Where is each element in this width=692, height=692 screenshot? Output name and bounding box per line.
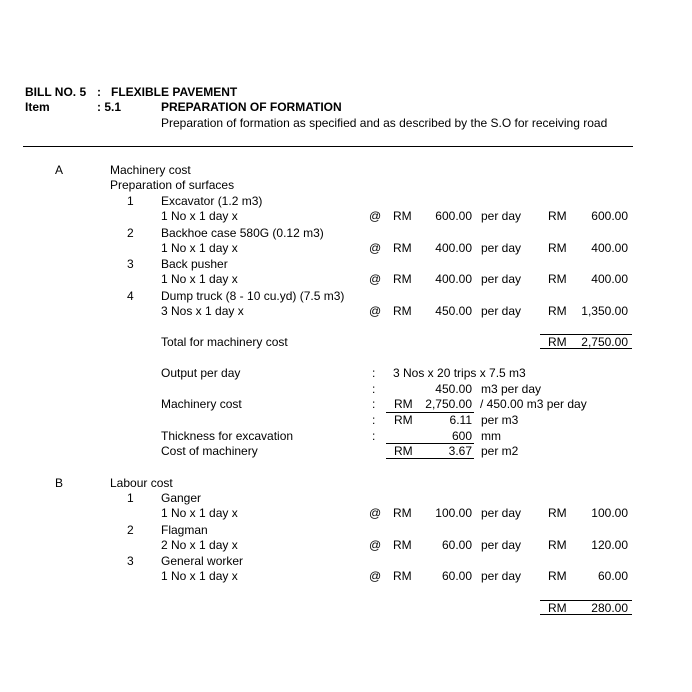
amount-currency: RM	[548, 537, 567, 552]
cost-of-machinery-label: Cost of machinery	[161, 444, 258, 458]
cost-of-machinery-value: 3.67	[448, 444, 472, 458]
item-number: 2	[127, 225, 134, 240]
per-m3-colon: :	[372, 413, 376, 427]
amount-currency: RM	[548, 272, 567, 286]
amount-value: 400.00	[591, 272, 628, 286]
amount-value: 60.00	[597, 569, 628, 583]
rate-unit: per day	[481, 537, 522, 552]
rate-unit: per day	[481, 303, 522, 318]
rate-value: 400.00	[435, 272, 472, 286]
at-sign: @	[369, 537, 382, 552]
labour-total-amount: 280.00	[591, 601, 628, 615]
amount-value: 400.00	[591, 240, 628, 255]
bill-title: FLEXIBLE PAVEMENT	[111, 85, 238, 99]
rate-value: 450.00	[435, 303, 472, 318]
amount-currency: RM	[548, 209, 567, 223]
output-colon: :	[372, 366, 376, 380]
item-number: 3	[127, 554, 134, 568]
machinery-total-rm: RM	[548, 335, 567, 349]
rate-currency: RM	[393, 506, 412, 520]
section-a-letter: A	[55, 163, 64, 177]
rate-currency: RM	[393, 569, 412, 583]
machinery-cost-label: Machinery cost	[161, 397, 242, 411]
section-b-letter: B	[55, 476, 64, 490]
machinery-cost-rm: RM	[394, 397, 413, 411]
item-quantity: 1 No x 1 day x	[161, 506, 238, 520]
amount-value: 120.00	[591, 537, 628, 552]
amount-value: 600.00	[591, 209, 628, 223]
rate-currency: RM	[393, 537, 412, 552]
amount-currency: RM	[548, 240, 567, 255]
item-quantity: 1 No x 1 day x	[161, 272, 238, 286]
item-title: PREPARATION OF FORMATION	[161, 100, 342, 114]
output-value: 450.00	[435, 382, 472, 396]
item-number: 1	[127, 194, 134, 208]
cost-of-machinery-underline	[386, 458, 474, 459]
item-name: General worker	[161, 554, 244, 568]
labour-total-rm: RM	[548, 601, 567, 615]
item-name: Excavator (1.2 m3)	[161, 194, 263, 208]
machinery-total-amount: 2,750.00	[581, 335, 628, 349]
cost-of-machinery-unit: per m2	[481, 444, 519, 458]
machinery-cost-divisor: / 450.00 m3 per day	[480, 397, 587, 411]
item-number: : 5.1	[97, 100, 122, 114]
rate-currency: RM	[393, 303, 412, 318]
rate-currency: RM	[393, 209, 412, 223]
item-number: 4	[127, 288, 134, 303]
rate-unit: per day	[481, 209, 522, 223]
rate-unit: per day	[481, 272, 522, 286]
at-sign: @	[369, 240, 382, 255]
at-sign: @	[369, 209, 382, 223]
rate-value: 400.00	[435, 240, 472, 255]
item-name: Backhoe case 580G (0.12 m3)	[161, 225, 324, 240]
at-sign: @	[369, 569, 382, 583]
section-b-title: Labour cost	[110, 476, 173, 490]
item-label: Item	[25, 100, 50, 114]
rate-value: 60.00	[441, 569, 472, 583]
section-a-subtitle: Preparation of surfaces	[110, 178, 235, 192]
output-unit: m3 per day	[481, 382, 542, 396]
thickness-colon: :	[372, 429, 376, 443]
item-number: 2	[127, 522, 134, 537]
output-formula: 3 Nos x 20 trips x 7.5 m3	[393, 366, 526, 380]
item-number: 3	[127, 257, 134, 271]
output-value-colon: :	[372, 382, 376, 396]
rate-unit: per day	[481, 506, 522, 520]
rate-value: 60.00	[441, 537, 472, 552]
item-quantity: 1 No x 1 day x	[161, 569, 238, 583]
per-m3-rm: RM	[394, 413, 413, 427]
machinery-total-label: Total for machinery cost	[161, 335, 288, 349]
amount-currency: RM	[548, 303, 567, 318]
amount-currency: RM	[548, 569, 567, 583]
amount-value: 1,350.00	[581, 303, 628, 318]
rate-unit: per day	[481, 240, 522, 255]
item-quantity: 3 Nos x 1 day x	[161, 303, 244, 318]
per-m3-unit: per m3	[481, 413, 519, 427]
item-quantity: 1 No x 1 day x	[161, 209, 238, 223]
item-description: Preparation of formation as specified and as described by the S.O for receiving road	[161, 116, 608, 130]
item-name: Dump truck (8 - 10 cu.yd) (7.5 m3)	[161, 288, 345, 303]
amount-value: 100.00	[591, 506, 628, 520]
item-quantity: 1 No x 1 day x	[161, 240, 238, 255]
at-sign: @	[369, 272, 382, 286]
thickness-value: 600	[451, 429, 472, 443]
machinery-cost-colon: :	[372, 397, 376, 411]
rate-currency: RM	[393, 272, 412, 286]
amount-currency: RM	[548, 506, 567, 520]
bill-colon: :	[97, 85, 101, 99]
at-sign: @	[369, 506, 382, 520]
cost-of-machinery-rm: RM	[394, 444, 413, 458]
item-quantity: 2 No x 1 day x	[161, 537, 238, 552]
item-name: Flagman	[161, 522, 208, 537]
rate-currency: RM	[393, 240, 412, 255]
header-divider	[23, 146, 633, 147]
per-m3-value: 6.11	[449, 413, 472, 427]
machinery-cost-value: 2,750.00	[425, 397, 472, 411]
bill-number: BILL NO. 5	[25, 85, 87, 99]
at-sign: @	[369, 303, 382, 318]
item-name: Back pusher	[161, 257, 228, 271]
rate-unit: per day	[481, 569, 522, 583]
section-a-title: Machinery cost	[110, 163, 191, 177]
item-name: Ganger	[161, 491, 202, 505]
thickness-unit: mm	[481, 429, 501, 443]
rate-value: 600.00	[435, 209, 472, 223]
item-number: 1	[127, 491, 134, 505]
rate-value: 100.00	[435, 506, 472, 520]
output-label: Output per day	[161, 366, 241, 380]
thickness-label: Thickness for excavation	[161, 429, 294, 443]
